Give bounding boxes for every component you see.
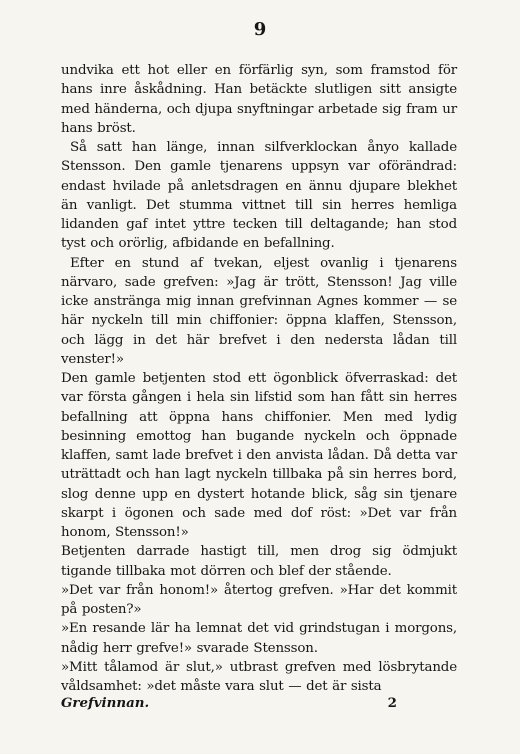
paragraph: »En resande lär ha lemnat det vid grindstugan i morgons, nådig herr grefve!» svarade Stensson. — [61, 621, 457, 656]
page-number: 9 — [253, 19, 267, 40]
sheet-number: 2 — [387, 695, 397, 711]
paragraph: Efter en stund af tvekan, eljest ovanlig i tjenarens närvaro, sade grefven: »Jag är trött, Stensson! Jag ville icke anstränga mig innan grefvinnan Agnes kommer — se här nyckeln till min chiffonier: öppna klaffen, Stensson, och lägg in det här brefvet i den nedersta lådan till venster!» — [61, 255, 457, 367]
paragraph: Så satt han länge, innan silfverklockan ånyo kallade Stensson. Den gamle tjenarens uppsyn var oförändrad: endast hvilade på anletsdragen en ännu djupare blekhet än vanligt. Det stumma vittnet till sin herres hemliga lidanden gaf intet yttre tecken till deltagande; han stod tyst och orörlig, afbidande en befallning. — [61, 140, 457, 252]
paragraph: Den gamle betjenten stod ett ögonblick öfverraskad: det var första gången i hela sin lifstid som han fått sin herres befallning att öppna hans chiffonier. Men med lydig besinning emottog han bugande nyckeln och öppnade klaffen, samt lade brefvet i den anvista lådan. Då detta var uträttadt och han lagt nyckeln tillbaka på sin herres bord, slog denne upp en dystert hotande blick, såg sin tjenare skarpt i ögonen och sade med dof röst: »Det var från honom, Stensson!» — [61, 371, 457, 540]
page-footer — [61, 694, 457, 713]
signature-mark: Grefvinnan. — [61, 695, 150, 711]
paragraph: »Det var från honom!» återtog grefven. »Har det kommit på posten?» — [61, 582, 457, 617]
paragraph: undvika ett hot eller en förfärlig syn, som framstod för hans inre åskådning. Han betäckte slutligen sitt ansigte med händerna, och djupa snyftningar arbetade sig fram ur hans bröst. — [61, 63, 457, 136]
paragraph: »Mitt tålamod är slut,» utbrast grefven med lösbrytande våldsamhet: »det måste vara slut — det är sista — [61, 659, 457, 694]
paragraph: Betjenten darrade hastigt till, men drog sig ödmjukt tigande tillbaka mot dörren och blef der stående. — [61, 544, 457, 579]
page-body — [61, 61, 457, 696]
